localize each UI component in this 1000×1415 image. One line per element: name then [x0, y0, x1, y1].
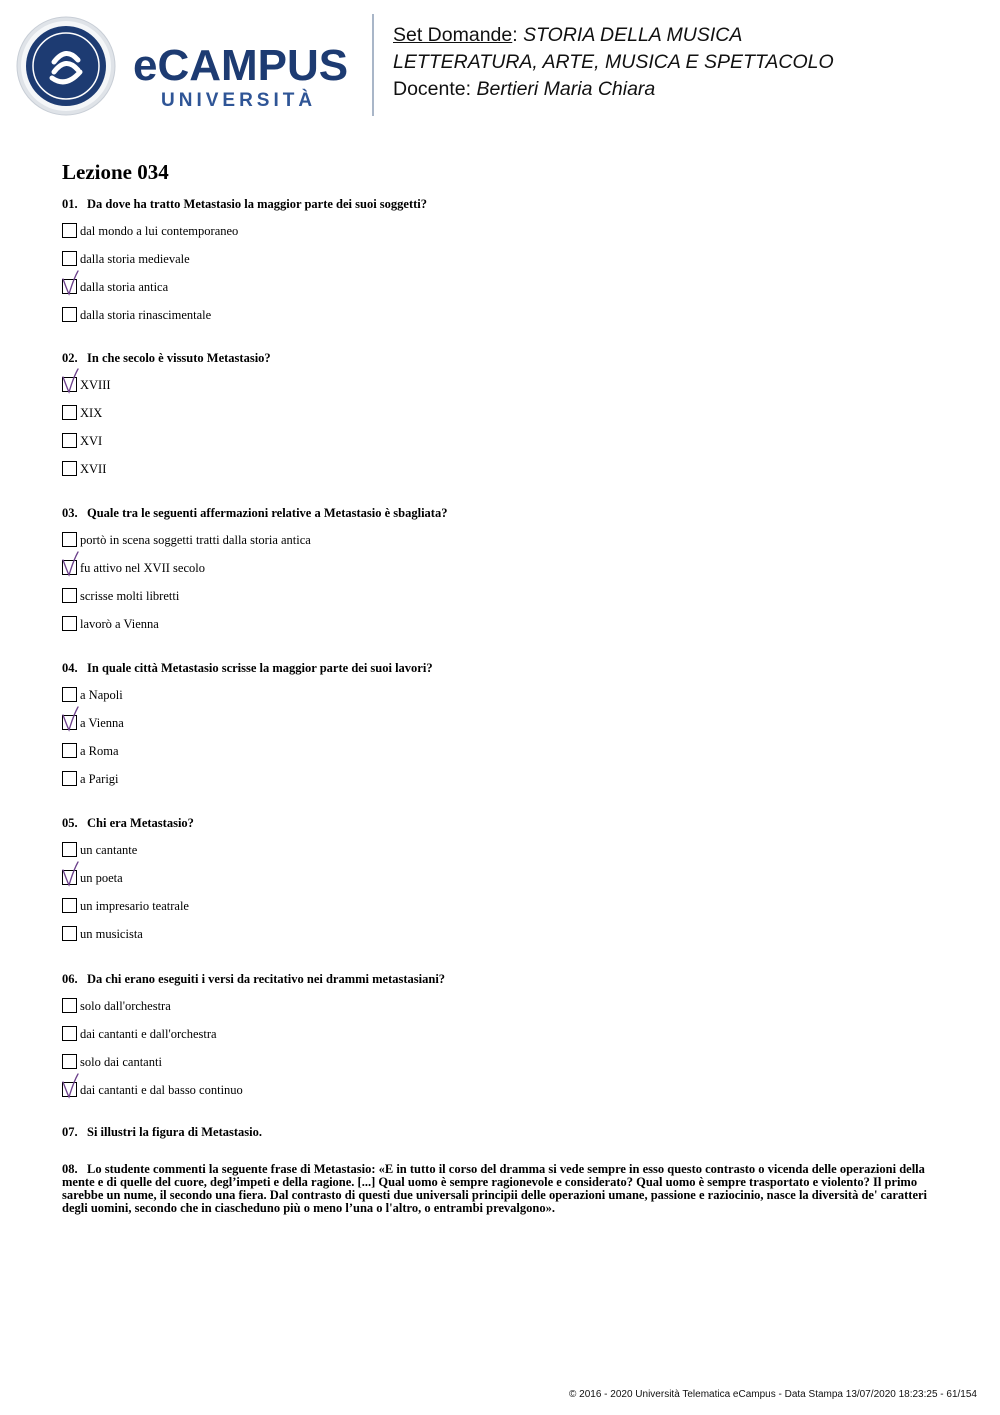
- handwritten-check-icon: [60, 270, 82, 296]
- answer-label: dai cantanti e dal basso continuo: [80, 1083, 243, 1097]
- answer-option[interactable]: [62, 1082, 942, 1110]
- answer-label: un musicista: [80, 927, 143, 941]
- course-name-line-2: LETTERATURA, ARTE, MUSICA E SPETTACOLO: [393, 51, 834, 73]
- answer-label: solo dai cantanti: [80, 1055, 162, 1069]
- answer-label: dalla storia medievale: [80, 252, 190, 266]
- answer-option[interactable]: [62, 898, 942, 926]
- answer-label: a Napoli: [80, 688, 123, 702]
- teacher-name: Bertieri Maria Chiara: [476, 78, 656, 100]
- answer-checkbox[interactable]: [62, 461, 77, 476]
- answer-checkbox[interactable]: [62, 588, 77, 603]
- open-question-text: [62, 1163, 942, 1215]
- open-questions: [62, 1126, 942, 1215]
- handwritten-check-icon: [60, 706, 82, 732]
- answer-option[interactable]: [62, 377, 942, 405]
- answer-options: [62, 998, 942, 1110]
- question-number: 02.: [62, 351, 78, 365]
- question-number: 06.: [62, 972, 78, 986]
- answer-label: un impresario teatrale: [80, 899, 189, 913]
- answer-label: a Vienna: [80, 716, 124, 730]
- question-block: [62, 815, 942, 954]
- answer-checkbox[interactable]: [62, 926, 77, 941]
- answer-label: dai cantanti e dall'orchestra: [80, 1027, 217, 1041]
- open-question-text: [62, 1126, 942, 1139]
- question-block: [62, 660, 942, 799]
- answer-label: solo dall'orchestra: [80, 999, 171, 1013]
- answer-label: XVI: [80, 434, 103, 448]
- course-name-line-1: STORIA DELLA MUSICA: [523, 24, 743, 46]
- answer-label: portò in scena soggetti tratti dalla storia antica: [80, 533, 311, 547]
- question-text: [62, 350, 942, 366]
- answer-option[interactable]: [62, 251, 942, 279]
- answer-options: [62, 377, 942, 489]
- answer-checkbox[interactable]: [62, 687, 77, 702]
- question-block: [62, 196, 942, 335]
- answer-options: [62, 842, 942, 954]
- answer-option[interactable]: [62, 405, 942, 433]
- answer-label: XIX: [80, 406, 103, 420]
- question-number: 03.: [62, 506, 78, 520]
- question-text: [62, 815, 942, 831]
- question-number: 04.: [62, 661, 78, 675]
- answer-label: dalla storia rinascimentale: [80, 308, 212, 322]
- answer-option[interactable]: [62, 433, 942, 461]
- question-label: Quale tra le seguenti affermazioni relative a Metastasio è sbagliata?: [87, 506, 448, 520]
- answer-label: dalla storia antica: [80, 280, 169, 294]
- answer-checkbox[interactable]: [62, 616, 77, 631]
- teacher-label: Docente:: [393, 78, 477, 100]
- logo-wordmark-bottom: UNIVERSITÀ: [161, 90, 317, 111]
- question-number: 05.: [62, 816, 78, 830]
- handwritten-check-icon: [60, 551, 82, 577]
- answer-label: XVII: [80, 462, 107, 476]
- header-divider: [372, 14, 374, 116]
- question-label: Da dove ha tratto Metastasio la maggior parte dei suoi soggetti?: [87, 197, 428, 211]
- set-label: Set Domande: [393, 24, 513, 46]
- answer-option[interactable]: [62, 926, 942, 954]
- handwritten-check-icon: [60, 1073, 82, 1099]
- multiple-choice-questions: [62, 196, 942, 1110]
- set-info: [393, 22, 983, 103]
- question-label: Da chi erano eseguiti i versi da recitativo nei drammi metastasiani?: [87, 972, 446, 986]
- answer-option[interactable]: [62, 279, 942, 307]
- answer-label: dal mondo a lui contemporaneo: [80, 224, 239, 238]
- answer-checkbox[interactable]: [62, 1026, 77, 1041]
- answer-option[interactable]: [62, 616, 942, 644]
- question-text: [62, 196, 942, 212]
- lesson-title: Lezione 034: [62, 160, 169, 184]
- question-text: [62, 971, 942, 987]
- question-block: [62, 350, 942, 489]
- answer-label: a Parigi: [80, 772, 119, 786]
- answer-label: scrisse molti libretti: [80, 589, 180, 603]
- questions-container: [62, 196, 942, 1215]
- answer-option[interactable]: [62, 461, 942, 489]
- answer-option[interactable]: [62, 870, 942, 898]
- answer-checkbox[interactable]: [62, 307, 77, 322]
- answer-option[interactable]: [62, 743, 942, 771]
- answer-option[interactable]: [62, 1054, 942, 1082]
- answer-checkbox[interactable]: [62, 1054, 77, 1069]
- answer-checkbox[interactable]: [62, 433, 77, 448]
- question-number: 08.: [62, 1162, 78, 1176]
- answer-option[interactable]: [62, 223, 942, 251]
- answer-label: lavorò a Vienna: [80, 617, 159, 631]
- answer-checkbox[interactable]: [62, 998, 77, 1013]
- answer-label: un cantante: [80, 843, 138, 857]
- question-block: [62, 505, 942, 644]
- logo-wordmark-top: eCAMPUS: [133, 41, 349, 90]
- teacher-line: [393, 76, 983, 103]
- set-line-1: [393, 22, 983, 49]
- answer-option[interactable]: [62, 715, 942, 743]
- answer-label: fu attivo nel XVII secolo: [80, 561, 205, 575]
- answer-checkbox[interactable]: [62, 532, 77, 547]
- question-text: [62, 505, 942, 521]
- page-header: [0, 0, 1000, 130]
- answer-checkbox[interactable]: [62, 743, 77, 758]
- answer-option[interactable]: [62, 842, 942, 870]
- question-label: In che secolo è vissuto Metastasio?: [87, 351, 271, 365]
- answer-option[interactable]: [62, 560, 942, 588]
- answer-checkbox[interactable]: [62, 223, 77, 238]
- set-separator: :: [512, 24, 524, 46]
- answer-checkbox[interactable]: [62, 842, 77, 857]
- answer-checkbox[interactable]: [62, 405, 77, 420]
- question-text: [62, 660, 942, 676]
- question-label: In quale città Metastasio scrisse la maggior parte dei suoi lavori?: [87, 661, 433, 675]
- answer-option[interactable]: [62, 771, 942, 799]
- answer-label: XVIII: [80, 378, 111, 392]
- ecampus-wordmark: [133, 40, 358, 112]
- answer-options: [62, 223, 942, 335]
- question-label: Si illustri la figura di Metastasio.: [87, 1125, 262, 1139]
- handwritten-check-icon: [60, 861, 82, 887]
- answer-options: [62, 687, 942, 799]
- question-label: Lo studente commenti la seguente frase di Metastasio: «E in tutto il corso del dramma si vede sempre in esso questo contrasto o vicenda delle operazioni della mente e di quelle del cuore, degl’impeti e della ragione. [...] Qual uomo è sempre ragionevole e considerato? Qual uomo è sempre trasportato e violento? Il primo sarebbe un nume, il secondo una fiera. Dal contrasto di questi due universali principii delle operazioni umane, passione e raziocinio, nasce la diversità de' caratteri degli uomini, secondo che in ciascheduno più o meno l’una o l'altro, o entrambi prevalgono».: [62, 1162, 928, 1215]
- answer-option[interactable]: [62, 532, 942, 560]
- handwritten-check-icon: [60, 368, 82, 394]
- answer-options: [62, 532, 942, 644]
- answer-checkbox[interactable]: [62, 771, 77, 786]
- answer-checkbox[interactable]: [62, 898, 77, 913]
- answer-label: un poeta: [80, 871, 123, 885]
- question-label: Chi era Metastasio?: [87, 816, 194, 830]
- question-block: [62, 971, 942, 1110]
- answer-option[interactable]: [62, 588, 942, 616]
- question-number: 07.: [62, 1125, 78, 1139]
- answer-label: a Roma: [80, 744, 119, 758]
- answer-option[interactable]: [62, 998, 942, 1026]
- answer-option[interactable]: [62, 1026, 942, 1054]
- ecampus-seal-logo: [16, 16, 116, 116]
- question-number: 01.: [62, 197, 78, 211]
- answer-option[interactable]: [62, 307, 942, 335]
- answer-option[interactable]: [62, 687, 942, 715]
- page-footer: © 2016 - 2020 Università Telematica eCampus - Data Stampa 13/07/2020 18:23:25 - 61/154: [569, 1389, 977, 1400]
- answer-checkbox[interactable]: [62, 251, 77, 266]
